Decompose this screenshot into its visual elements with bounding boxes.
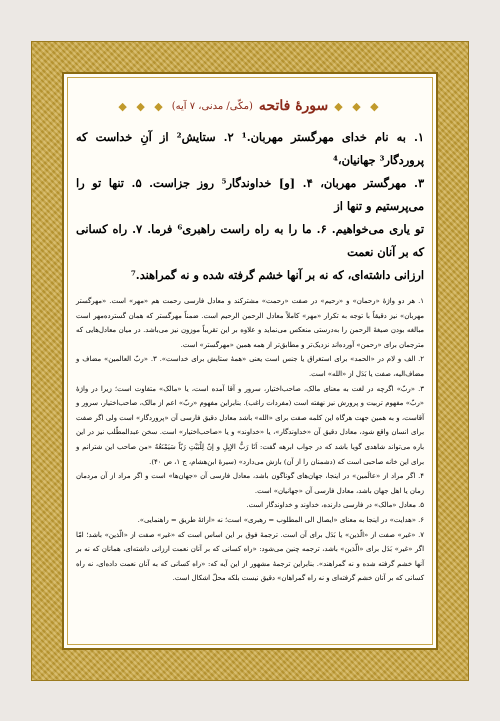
surah-title: سورۀ فاتحه: [258, 98, 329, 114]
verse-line: ۱. به نام خدای مهرگستر مهربان.¹ ۲. ستایش² از آنِ خداست که پروردگار³ جهانیان،⁴: [76, 130, 424, 167]
footnote: ۷. «غیر» صفت از «الّذین» یا بَدَل برای آن است. ترجمۀ فوق بر این اساس است که «غیر» صفت از «الّذین» باشد؛ امّا اگر «غیر» بَدَل برای «الّذین» باشد، ترجمه چنین می‌شود: «راه کسانی که بر آنان نعمت ارزانی داشته‌ای، همانان که نه بر آنها خشم گرفته شده و نه گمراهند». بنابراین ترجمۀ مشهور از این آیه که: «راه کسانی که به آنان نعمت داده‌ای، نه راه کسانی که بر آنان خشم گرفته‌ای و نه راه گمراهان» دقیق نیست بلکه محلّ اشکال است.: [76, 530, 424, 583]
verse-line: ارزانی داشته‌ای، که نه بر آنها خشم گرفته شده و نه گمراهند.⁷: [130, 268, 424, 282]
page-content: [62, 72, 438, 650]
surah-header: [64, 94, 436, 118]
footnote: ۲. الف و لام در «الحمد» برای استغراق یا جنس است یعنی «همۀ ستایش برای خداست». ۳. «ربّ العالمین» مضاف و مضاف‌الیه، صفت یا بَدَل از «الله» است.: [76, 355, 424, 378]
verse-line: ۳. مهرگستر مهربان، ۴. [و] خداوندگار⁵ روز جزاست. ۵. تنها تو را می‌پرستیم و تنها از: [76, 176, 425, 213]
footnote: ۵. معادل «مالک» در فارسی دارنده، خداوند و خداوندگار است.: [246, 501, 424, 510]
verses-block: [76, 126, 424, 287]
footnote: ۴. اگر مراد از «عالَمین» در اینجا، جهان‌های گوناگون باشد، معادل فارسی آن «جهان‌ها» است و اگر مراد از آن مردمان زمان یا اهل جهان باشد، معادل فارسی آن «جهانیان» است.: [76, 472, 424, 495]
footnotes-block: [76, 294, 424, 586]
footnote: ۶. «هدایت» در اینجا به معنای «ایصال الی المطلوب = رهبری» است؛ نه «ارائۀ طریق = راهنمایی».: [137, 515, 424, 524]
gold-border-frame: [31, 41, 469, 681]
verse-line: تو یاری می‌خواهیم. ۶. ما را به راه راست راهبری⁶ فرما. ۷. راه کسانی که بر آنان نعمت: [76, 222, 424, 259]
footnote: ۳. «ربّ» اگرچه در لغت به معنای مالک، صاحب‌اختیار، سرور و آقا آمده است، یا «مالک» متفاوت است؛ زیرا در واژۀ «ربّ» مفهوم تربیت و پرورش نیز نهفته است (مفردات راغب). بنابراین مفهوم «ربّ» اعم از مالک، صاحب‌اختیار، سرور و آقاست، و به همین جهت هرگاه این کلمه صفت برای «الله» باشد معادل دقیق فارسی آن «پروردگار» است ولی اگر صفت برای انسان واقع شود، معادل دقیق آن «خداوندگار»، یا «خداوند» و یا «صاحب‌اختیار» است. سخن عبدالمطّلب نیز در این باره می‌تواند شاهدی گویا باشد که در جواب ابرهه گفت: اَنَا رَبُّ الإبِلِ و إنّ لِلْبَيْتِ رَبّاً سَيَمْنَعُهُ «من صاحب این شترانم و برای این خانه صاحبی است که (دشمنان را از آن) بازش می‌دارد» (سیرۀ ابن‌هشام، ج ۱، ص ۴۰).: [76, 384, 424, 466]
footnote: ۱. هر دو واژۀ «رحمان» و «رحیم» در صفت «رحمت» مشترکند و معادل فارسی رحمت هم «مهر» است. «مهرگستر مهربان» نیز دقیقاً با توجه به تکرار «مهر» کاملاً معادل الرحمن الرحیم است. ضمناً مهرگستر که همان گسترده‌مهر است مبالغه بودن صیغۀ الرحمن را به‌درستی منعکس می‌نماید و علاوه بر این تقریباً موزون نیز می‌باشد. در میان معادل‌هایی که مترجمان برای «رحمن» آورده‌اند نزدیک‌تر و مطابق‌تر از همه همین «مهرگستر» است.: [76, 297, 424, 349]
surah-subtitle: (مکّی/ مدنی، ۷ آیه): [171, 100, 253, 112]
ornament-right: ◆ ◆ ◆: [334, 99, 382, 113]
ornament-left: ◆ ◆ ◆: [118, 99, 166, 113]
